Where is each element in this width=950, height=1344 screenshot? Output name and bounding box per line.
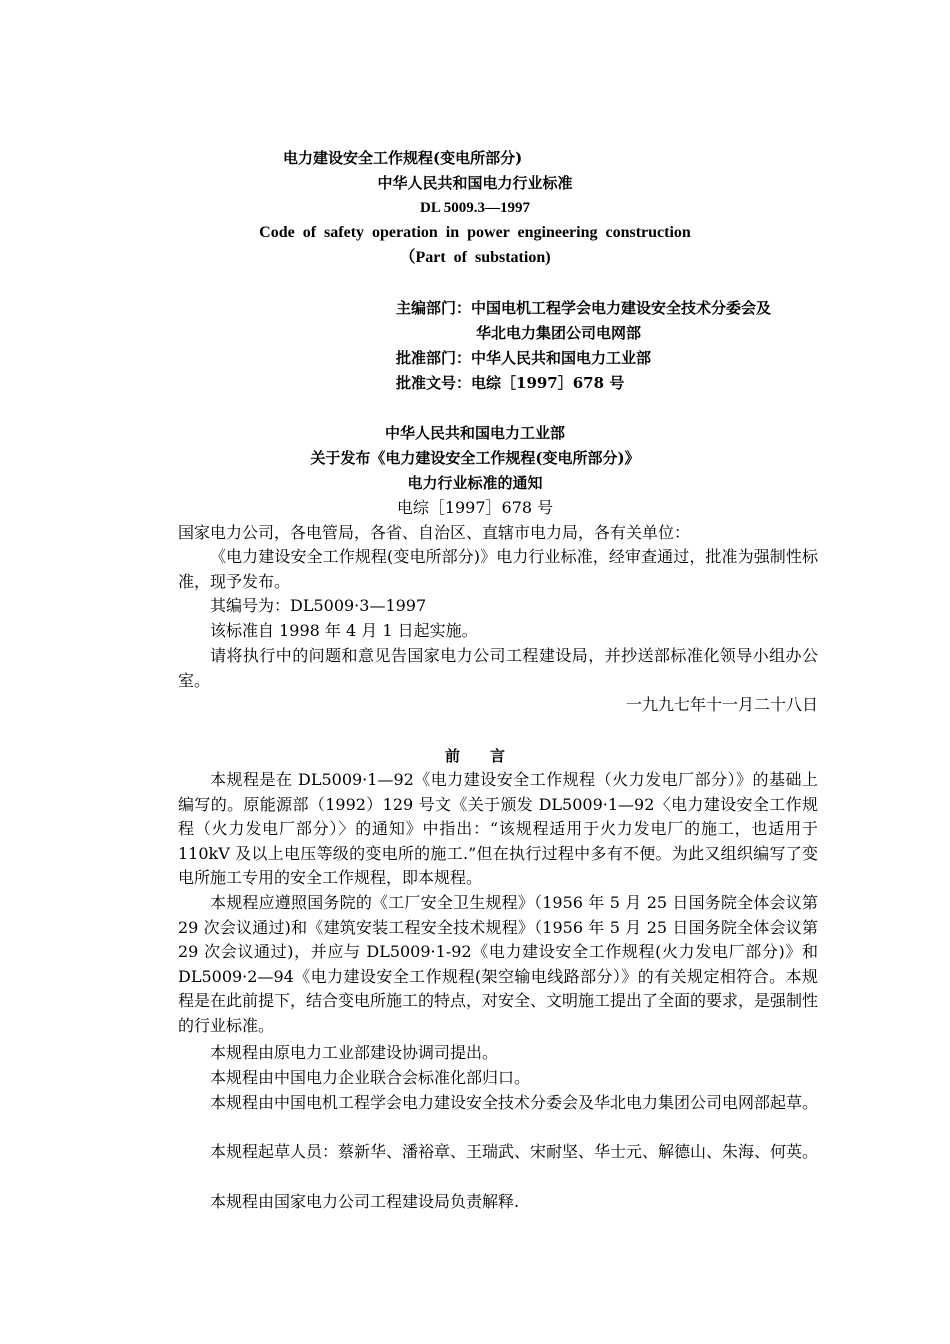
- editor-department: 主编部门：中国电机工程学会电力建设安全技术分委会及: [396, 299, 772, 317]
- notice-title: 关于发布《电力建设安全工作规程(变电所部分)》: [310, 449, 640, 467]
- preface-paragraph-5: 本规程由中国电机工程学会电力建设安全技术分委会及华北电力集团公司电网部起草。: [210, 1093, 819, 1112]
- notice-paragraph-2: 其编号为：DL5009·3—1997: [210, 596, 427, 615]
- preface-paragraph-6: 本规程起草人员：蔡新华、潘裕章、王瑞武、宋耐坚、华士元、解德山、朱海、何英。: [210, 1142, 819, 1161]
- preface-paragraph-7: 本规程由国家电力公司工程建设局负责解释.: [210, 1192, 520, 1211]
- doc-subtitle: 中华人民共和国电力行业标准: [377, 174, 573, 192]
- doc-code: DL 5009.3—1997: [419, 200, 530, 216]
- english-subtitle: （Part of substation): [399, 249, 551, 266]
- english-title: Code of safety operation in power engineering construction: [259, 224, 691, 241]
- preface-paragraph-4: 本规程由中国电力企业联合会标准化部归口。: [210, 1068, 531, 1087]
- notice-title-cont: 电力行业标准的通知: [407, 474, 543, 492]
- notice-date: 一九九七年十一月二十八日: [625, 695, 818, 714]
- preface-paragraph-2: 本规程应遵照国务院的《工厂安全卫生规程》（1956 年 5 月 25 日国务院全体会议第 29 次会议通过)和《建筑安装工程安全技术规程》（1956 年 5 月 25 日国务院全体会议第 29 次会议通过)，并应与 DL5009·1-92《电力建设安全工作规程(火力发电厂部分)》和 DL5009·2—94《电力建设安全工作规程(架空输电线路部分）》的有关规定相符合。本规程是在此前提下，结合变电所施工的特点，对安全、文明施工提出了全面的要求，是强制性的行业标准。: [178, 893, 819, 1035]
- doc-title: 电力建设安全工作规程(变电所部分): [283, 149, 523, 167]
- notice-paragraph-1: 《电力建设安全工作规程(变电所部分)》电力行业标准，经审查通过，批准为强制性标准，现予发布。: [178, 547, 818, 591]
- notice-paragraph-3: 该标准自 1998 年 4 月 1 日起实施。: [210, 621, 478, 640]
- notice-paragraph-4: 请将执行中的问题和意见告国家电力公司工程建设局，并抄送部标准化领导小组办公室。: [178, 646, 818, 690]
- approval-number: 批准文号：电综［1997］678 号: [396, 374, 625, 392]
- approving-department: 批准部门：中华人民共和国电力工业部: [396, 349, 652, 367]
- preface-heading: 前 言: [444, 747, 505, 765]
- preface-paragraph-3: 本规程由原电力工业部建设协调司提出。: [210, 1043, 499, 1062]
- notice-issuer: 中华人民共和国电力工业部: [384, 424, 565, 442]
- notice-number: 电综［1997］678 号: [396, 498, 554, 517]
- notice-recipients: 国家电力公司，各电管局，各省、自治区、直辖市电力局，各有关单位：: [178, 523, 691, 542]
- preface-paragraph-1: 本规程是在 DL5009·1—92《电力建设安全工作规程（火力发电厂部分）》的基础上编写的。原能源部（1992）129 号文《关于颁发 DL5009·1—92〈电力建设安全工作规程（火力发电厂部分）〉的通知》中指出：“该规程适用于火力发电厂的施工，也适用于 110kV 及以上电压等级的变电所的施工.”但在执行过程中多有不便。为此又组织编写了变电所施工专用的安全工作规程，即本规程。: [178, 770, 818, 887]
- editor-department-cont: 华北电力集团公司电网部: [476, 324, 642, 342]
